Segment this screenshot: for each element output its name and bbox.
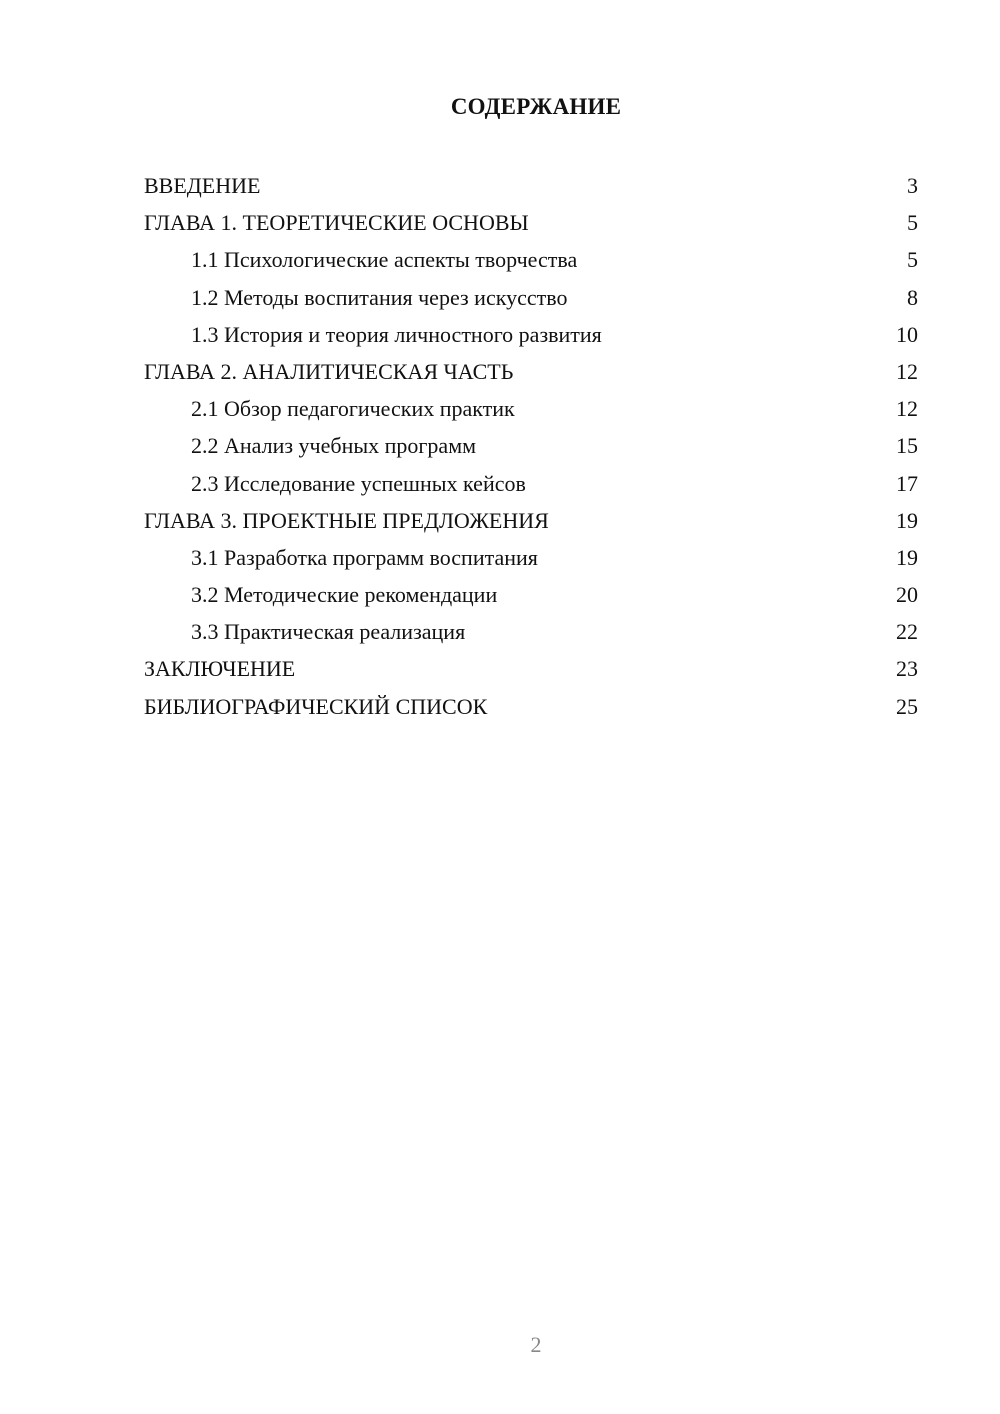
toc-entry-chapter-2 bbox=[144, 353, 918, 390]
toc-entry-label: 2.2 Анализ учебных программ bbox=[191, 433, 477, 459]
toc-entry-label: 2.1 Обзор педагогических практик bbox=[191, 396, 515, 422]
toc-entry-chapter-1 bbox=[144, 204, 918, 241]
toc-entry-page: 19 bbox=[896, 507, 918, 533]
toc-entry-section-2-3 bbox=[144, 465, 918, 502]
toc-entry-label: ГЛАВА 3. ПРОЕКТНЫЕ ПРЕДЛОЖЕНИЯ bbox=[144, 507, 549, 533]
toc-entry-label: ЗАКЛЮЧЕНИЕ bbox=[144, 656, 296, 682]
toc-entry-label: 1.3 История и теория личностного развития bbox=[191, 321, 602, 347]
table-of-contents bbox=[144, 167, 918, 725]
toc-entry-page: 10 bbox=[896, 321, 918, 347]
page-title: СОДЕРЖАНИЕ bbox=[450, 94, 622, 119]
toc-entry-section-1-2 bbox=[144, 279, 918, 316]
toc-entry-label: 3.3 Практическая реализация bbox=[191, 619, 466, 645]
toc-entry-bibliography bbox=[144, 688, 918, 725]
toc-entry-page: 25 bbox=[896, 693, 918, 719]
toc-entry-section-3-3 bbox=[144, 613, 918, 650]
toc-entry-label: ГЛАВА 1. ТЕОРЕТИЧЕСКИЕ ОСНОВЫ bbox=[144, 210, 529, 236]
toc-entry-page: 5 bbox=[907, 247, 918, 273]
toc-entry-page: 17 bbox=[896, 470, 918, 496]
toc-entry-label: ГЛАВА 2. АНАЛИТИЧЕСКАЯ ЧАСТЬ bbox=[144, 358, 514, 384]
toc-entry-label: 1.2 Методы воспитания через искусство bbox=[191, 284, 568, 310]
toc-entry-label: ВВЕДЕНИЕ bbox=[144, 173, 261, 198]
toc-entry-page: 20 bbox=[896, 582, 918, 608]
toc-entry-conclusion bbox=[144, 650, 918, 687]
toc-entry-page: 5 bbox=[907, 210, 918, 236]
toc-entry-page: 19 bbox=[896, 544, 918, 570]
toc-entry-page: 8 bbox=[907, 284, 918, 310]
toc-entry-label: БИБЛИОГРАФИЧЕСКИЙ СПИСОК bbox=[144, 693, 488, 719]
toc-entry-page: 12 bbox=[896, 396, 918, 422]
toc-entry-section-2-2 bbox=[144, 427, 918, 464]
toc-entry-page: 22 bbox=[896, 619, 918, 645]
toc-entry-section-2-1 bbox=[144, 390, 918, 427]
toc-entry-label: 1.1 Психологические аспекты творчества bbox=[191, 247, 578, 273]
toc-entry-section-3-2 bbox=[144, 576, 918, 613]
toc-entry-label: 2.3 Исследование успешных кейсов bbox=[191, 470, 526, 496]
toc-entry-label: 3.2 Методические рекомендации bbox=[191, 582, 498, 608]
toc-entry-label: 3.1 Разработка программ воспитания bbox=[191, 544, 538, 570]
toc-entry-page: 3 bbox=[907, 173, 918, 198]
toc-entry-section-1-1 bbox=[144, 241, 918, 278]
toc-entry-introduction bbox=[144, 167, 918, 204]
toc-entry-page: 12 bbox=[896, 358, 918, 384]
toc-entry-page: 23 bbox=[896, 656, 918, 682]
toc-entry-page: 15 bbox=[896, 433, 918, 459]
toc-entry-section-1-3 bbox=[144, 316, 918, 353]
page-number: 2 bbox=[530, 1332, 542, 1357]
toc-entry-section-3-1 bbox=[144, 539, 918, 576]
toc-entry-chapter-3 bbox=[144, 502, 918, 539]
